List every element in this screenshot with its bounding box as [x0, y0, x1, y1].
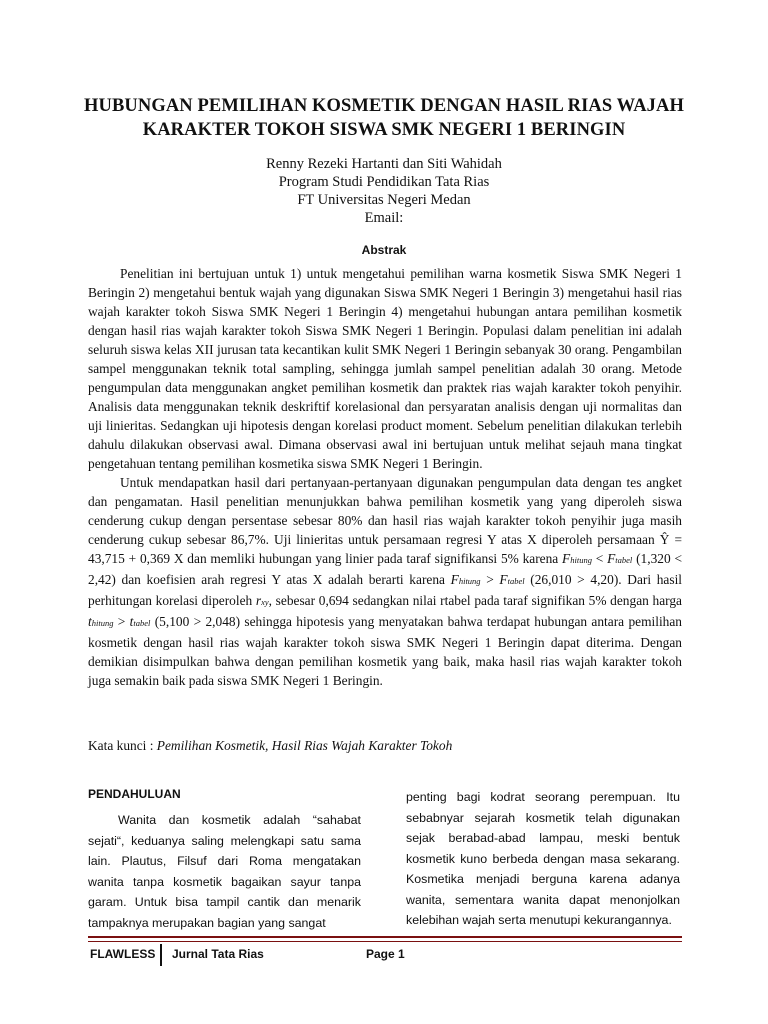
abstract-heading: Abstrak	[361, 243, 407, 257]
author-block	[40, 155, 728, 227]
keywords-value: Pemilihan Kosmetik, Hasil Rias Wajah Karakter Tokoh	[156, 738, 453, 753]
t-tabel-symbol: ttabel	[129, 614, 151, 629]
intro-paragraph-right: penting bagi kodrat seorang perempuan. Itu sebabnyar sejarah kosmetik telah digunakan sejak berabad-abad lampau, meski bentuk kosmetik kuno berbeda dengan masa sekarang. Kosmetika menjadi berguna karena adanya wanita, sementara wanita dapat menonjolkan kelebihan wajah serta menutupi kekurangannya.	[406, 790, 680, 927]
r-xy-symbol: rxy	[255, 593, 269, 608]
f-tabel-symbol-2: Ftabel	[499, 572, 525, 587]
f-hitung-symbol-2: Fhitung	[450, 572, 481, 587]
title-line-2: KARAKTER TOKOH SISWA SMK NEGERI 1 BERINGIN	[142, 120, 626, 140]
left-column	[88, 786, 361, 933]
abstract-p2-text-e: (5,100 > 2,048) sehingga hipotesis yang menyatakan bahwa terdapat hubungan antara pemilihan kosmetik dengan hasil rias wajah karakter tokoh siswa SMK Negeri 1 Beringin dapat diterima. Dengan demikian disimpulkan bahwa dengan pemilihan kosmetik yang baik, maka hasil rias wajah karakter tokoh juga semakin baik pada siswa SMK Negeri 1 Beringin.	[88, 614, 682, 688]
abstract-body	[88, 264, 682, 690]
keywords-line	[88, 738, 452, 754]
abstract-paragraph-2: Untuk mendapatkan hasil dari pertanyaan-pertanyaan digunakan pengumpulan data dengan tes angket dan pengamatan. Hasil penelitian menunjukkan bahwa pemilihan kosmetik yang yang diperoleh siswa cenderung cukup dengan persentase sebesar 80% dan hasil rias wajah karakter tokoh penyihir juga masih cenderung cukup sebesar 86,7%. Uji linieritas untuk persamaan regresi Y atas X diperoleh persamaan Ŷ = 43,715 + 0,369 X dan memliki hubungan yang linier pada taraf signifikansi 5% karena Fhitung < Ftabel (1,320 < 2,42) dan koefisien arah regresi Y atas X adalah berarti karena Fhitung > Ftabel (26,010 > 4,20). Dari hasil perhitungan korelasi diperoleh rxy, sebesar 0,694 sedangkan nilai rtabel pada taraf signifikan 5% dengan harga thitung > ttabel (5,100 > 2,048) sehingga hipotesis yang menyatakan bahwa terdapat hubungan antara pemilihan kosmetik dengan hasil rias wajah karakter tokoh siswa SMK Negeri 1 Beringin dapat diterima. Dengan demikian disimpulkan bahwa dengan pemilihan kosmetik yang baik, maka hasil rias wajah karakter tokoh juga semakin baik pada siswa SMK Negeri 1 Beringin.	[88, 475, 683, 688]
abstract-p2-text-a: Untuk mendapatkan hasil dari pertanyaan-pertanyaan digunakan pengumpulan data dengan tes angket dan pengamatan. Hasil penelitian menunjukkan bahwa pemilihan kosmetik yang yang diperoleh siswa cenderung cukup dengan persentase sebesar 80% dan hasil rias wajah karakter tokoh penyihir juga masih cenderung cukup sebesar 86,7%. Uji linieritas untuk persamaan regresi Y atas X diperoleh persamaan Ŷ = 43,715 + 0,369 X dan memliki hubungan yang linier pada taraf signifikansi 5% karena	[88, 475, 682, 566]
footer-rule-thick	[88, 936, 682, 938]
f-tabel-symbol: Ftabel	[607, 551, 633, 566]
page-number: Page 1	[366, 947, 405, 961]
abstract-paragraph-1: Penelitian ini bertujuan untuk 1) untuk mengetahui pemilihan warna kosmetik Siswa SMK Negeri 1 Beringin 2) mengetahui bentuk wajah yang digunakan Siswa SMK Negeri 1 Beringin 3) mengetahui hasil rias wajah karakter tokoh Siswa SMK Negeri 1 Beringin 4) mengetahui hubungan antara pemilihan kosmetik dengan hasil rias wajah karakter tokoh Siswa SMK Negeri 1 Beringin. Populasi dalam penelitian ini adalah seluruh siswa kelas XII jurusan tata kecantikan kulit SMK Negeri 1 Beringin sebanyak 30 orang. Pengambilan sampel menggunakan teknik total sampling, sehingga jumlah sampel penelitian adalah 30 orang. Metode pengumpulan data menggunakan angket pemilihan kosmetik dan praktek rias wajah karakter tokoh penyihir. Analisis data menggunakan teknik deskriftif korelasional dan persyaratan analisis dengan uji normalitas dan uji linieritas. Sedangkan uji hipotesis dengan korelasi product moment. Sebelum penelitian dilakukan terlebih dahulu dilakukan observasi awal. Dimana observasi awal ini bertujuan untuk melihat sejauh mana tingkat pengetahuan tentang pemilihan kosmetika siswa SMK Negeri 1 Beringin.	[88, 266, 682, 471]
footer-rule-thin	[88, 941, 682, 942]
right-column	[406, 787, 680, 931]
author-email: Email:	[364, 210, 404, 226]
section-heading: PENDAHULUAN	[88, 787, 181, 801]
intro-paragraph-left: Wanita dan kosmetik adalah “sahabat sejati“, keduanya saling melengkapi satu sama lain. Plautus, Filsuf dari Roma mengatakan wanita tanpa kosmetik bagaikan sayur tanpa garam. Untuk bisa tampil cantik dan menarik tampaknya merupakan bagian yang sangat	[88, 813, 361, 930]
t-hitung-symbol: thitung	[88, 614, 114, 629]
author-university: FT Universitas Negeri Medan	[297, 192, 471, 208]
f-hitung-symbol: Fhitung	[562, 551, 592, 566]
abstract-p2-text-c: (26,010 > 4,20). Dari hasil perhitungan korelasi diperoleh	[88, 572, 683, 608]
title-line-1: HUBUNGAN PEMILIHAN KOSMETIK DENGAN HASIL RIAS WAJAH	[84, 96, 684, 116]
abstract-p2-text-b: (1,320 < 2,42) dan koefisien arah regresi Y atas X adalah berarti karena	[88, 551, 682, 587]
journal-name: FLAWLESS	[90, 947, 156, 961]
journal-subtitle: Jurnal Tata Rias	[172, 947, 264, 961]
keywords-label: Kata kunci :	[88, 738, 157, 753]
page-footer	[0, 944, 768, 968]
paper-title	[40, 94, 728, 142]
footer-separator	[160, 944, 162, 966]
author-program: Program Studi Pendidikan Tata Rias	[278, 174, 490, 190]
abstract-p2-text-d: , sebesar 0,694 sedangkan nilai rtabel pada taraf signifikan 5% dengan harga	[268, 593, 682, 608]
author-names: Renny Rezeki Hartanti dan Siti Wahidah	[266, 156, 502, 172]
